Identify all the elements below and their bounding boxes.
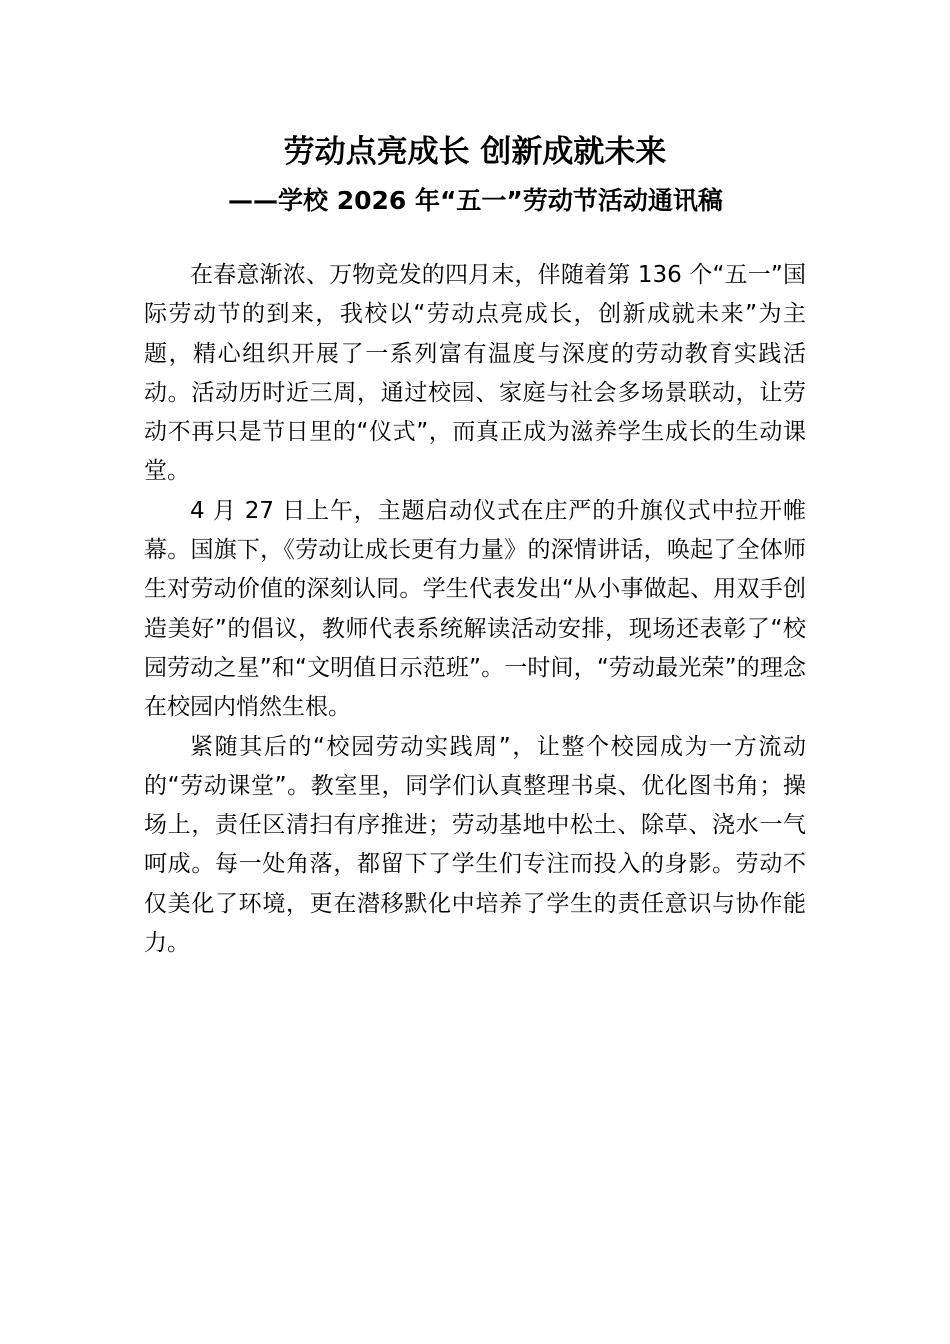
paragraph: 在春意渐浓、万物竞发的四月末，伴随着第 136 个“五一”国际劳动节的到来，我校以“劳动点亮成长，创新成就未来”为主题，精心组织开展了一系列富有温度与深度的劳动教育实践活动。活动历时近三周，通过校园、家庭与社会多场景联动，让劳动不再只是节日里的“仪式”，而真正成为滋养学生成长的生动课堂。 <box>144 262 806 485</box>
document-subtitle: ——学校 2026 年“五一”劳动节活动通讯稿 <box>228 186 723 215</box>
paragraph: 4 月 27 日上午，主题启动仪式在庄严的升旗仪式中拉开帷幕。国旗下，《劳动让成长更有力量》的深情讲话，唤起了全体师生对劳动价值的深刻认同。学生代表发出“从小事做起、用双手创造美好”的倡议，教师代表系统解读活动安排，现场还表彰了“校园劳动之星”和“文明值日示范班”。一时间，“劳动最光荣”的理念在校园内悄然生根。 <box>144 497 806 721</box>
document-title: 劳动点亮成长 创新成就未来 <box>283 134 667 170</box>
document-body <box>144 256 806 963</box>
paragraph: 紧随其后的“校园劳动实践周”，让整个校园成为一方流动的“劳动课堂”。教室里，同学们认真整理书桌、优化图书角；操场上，责任区清扫有序推进；劳动基地中松土、除草、浇水一气呵成。每一处角落，都留下了学生们专注而投入的身影。劳动不仅美化了环境，更在潜移默化中培养了学生的责任意识与协作能力。 <box>144 733 806 957</box>
